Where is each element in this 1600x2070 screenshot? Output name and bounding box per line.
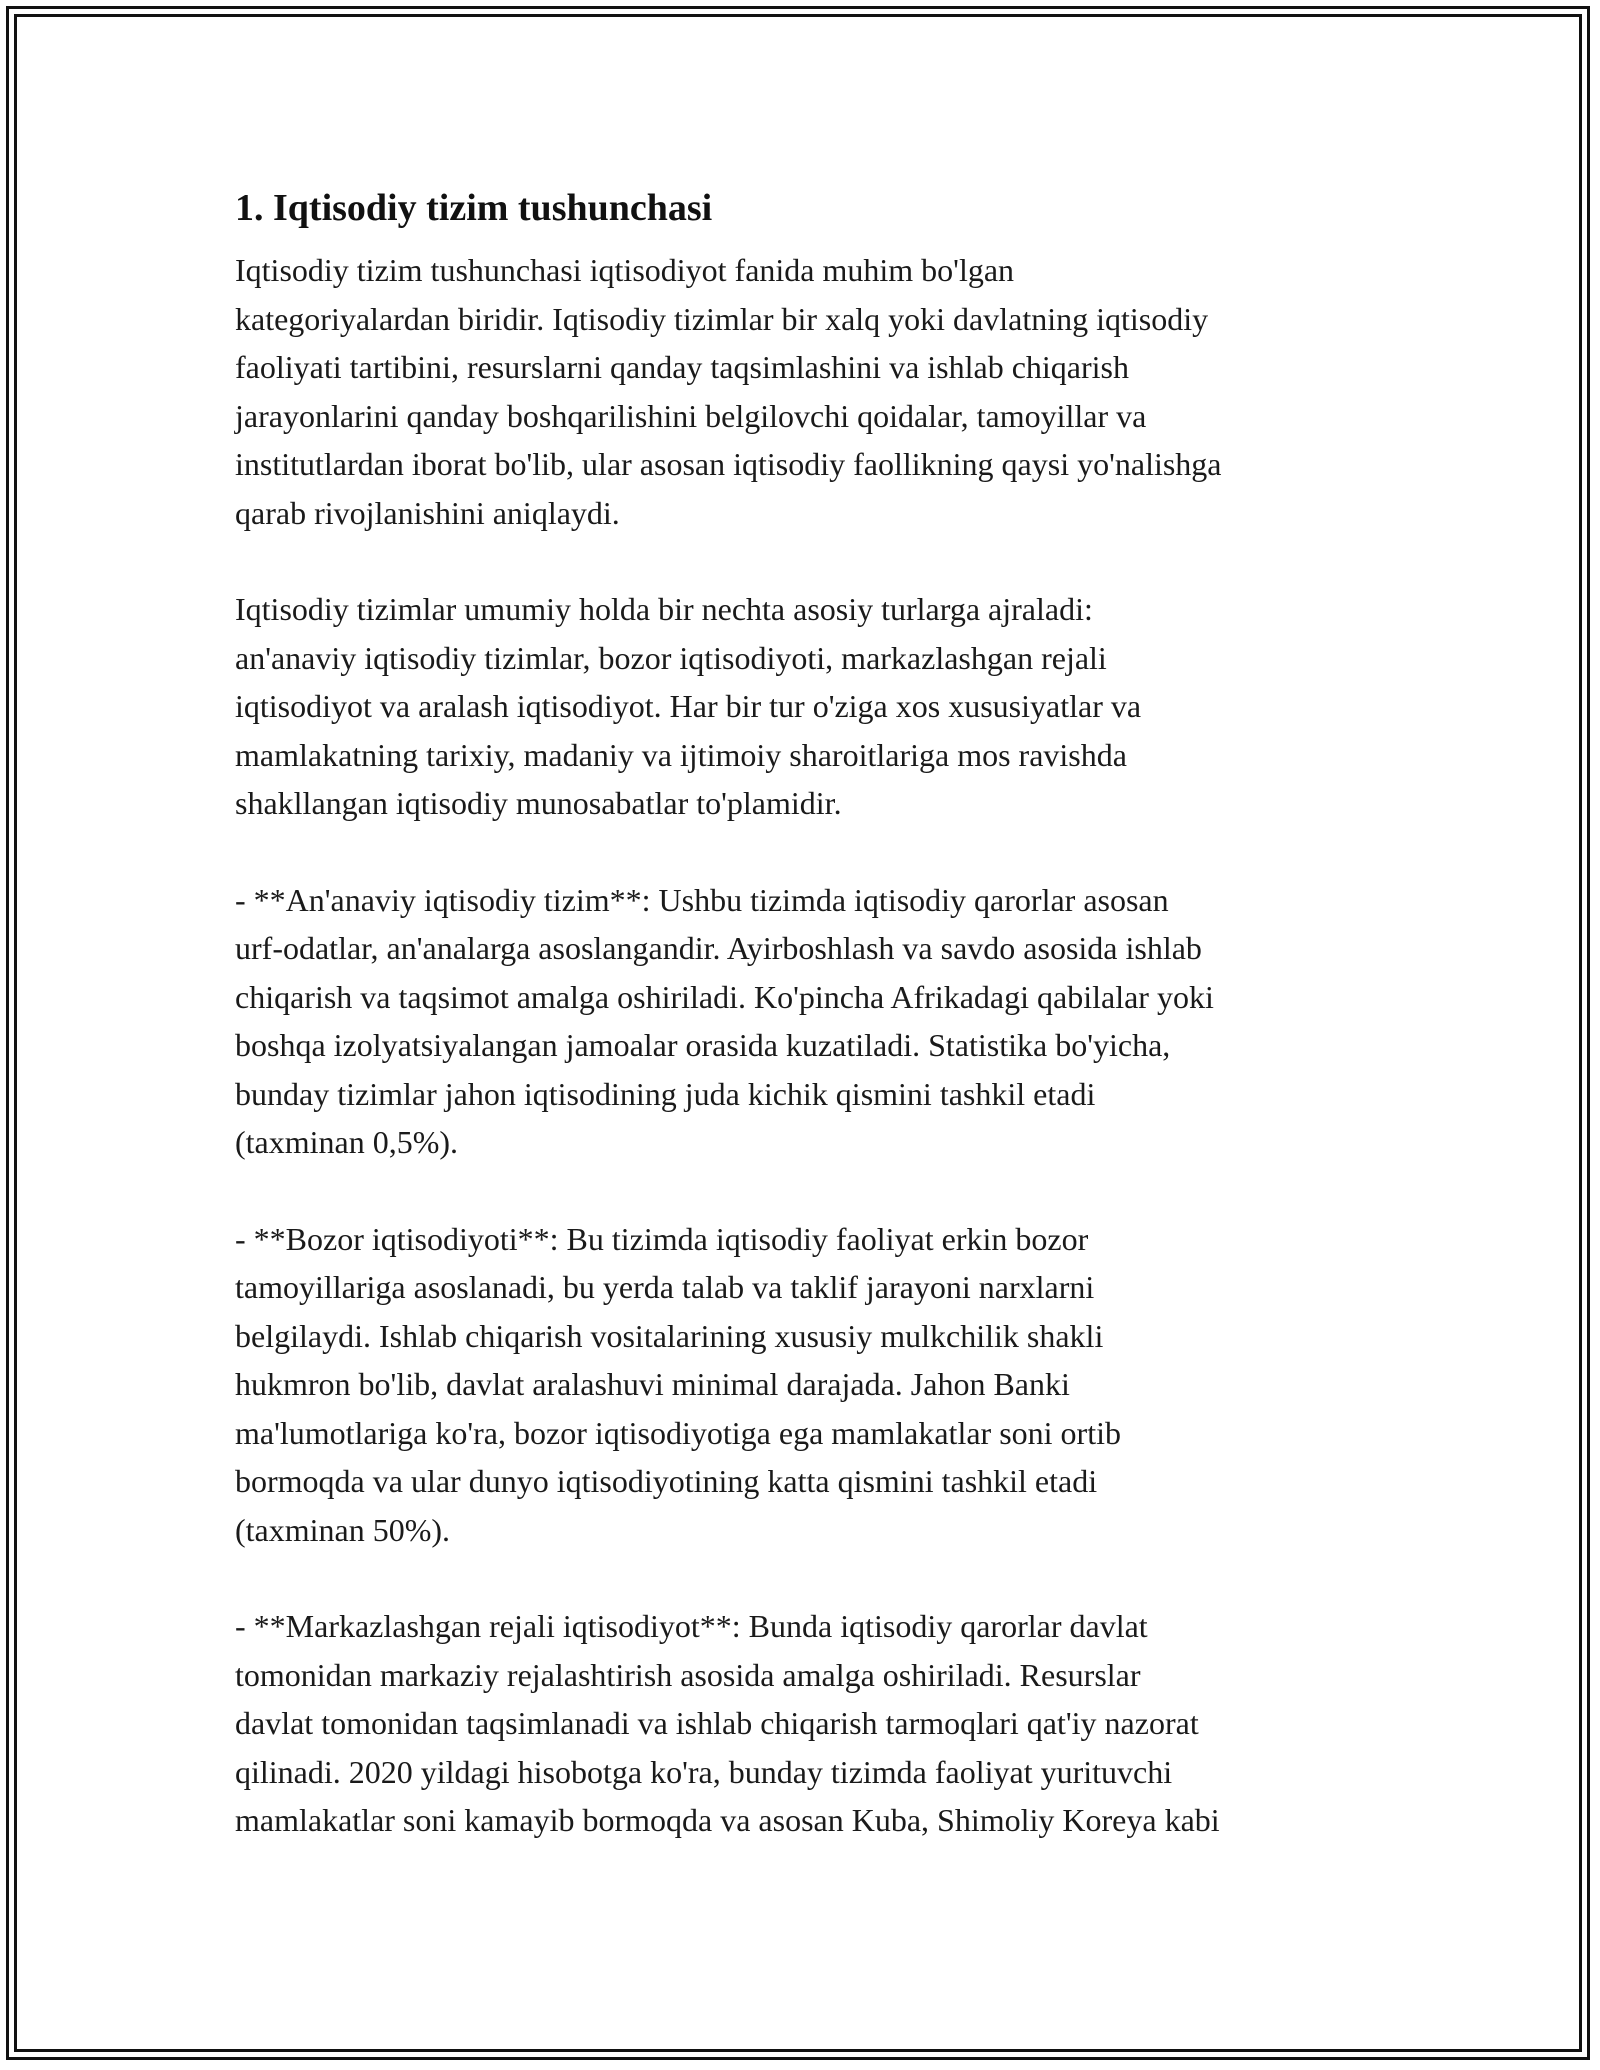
text-line: qilinadi. 2020 yildagi hisobotga ko'ra, bunday tizimda faoliyat yurituvchi: [235, 1753, 1173, 1790]
text-line: (taxminan 0,5%).: [235, 1124, 459, 1160]
paragraph-market-economy: [235, 1215, 1375, 1555]
text-line: - **Markazlashgan rejali iqtisodiyot**: Bunda iqtisodiy qarorlar davlat: [235, 1608, 1148, 1644]
text-line: bunday tizimlar jahon iqtisodining juda kichik qismini tashkil etadi: [235, 1075, 1096, 1112]
text-line: ma'lumotlariga ko'ra, bozor iqtisodiyotiga ega mamlakatlar soni ortib: [235, 1414, 1121, 1451]
text-line: jarayonlarini qanday boshqarilishini belgilovchi qoidalar, tamoyillar va: [235, 397, 1147, 434]
document-body: [235, 184, 1375, 1893]
text-line: - **Bozor iqtisodiyoti**: Bu tizimda iqtisodiy faoliyat erkin bozor: [235, 1220, 1089, 1257]
text-line: boshqa izolyatsiyalangan jamoalar orasida kuzatiladi. Statistika bo'yicha,: [235, 1027, 1171, 1063]
text-line: - **An'anaviy iqtisodiy tizim**: Ushbu tizimda iqtisodiy qarorlar asosan: [235, 881, 1169, 918]
paragraph-planned-economy: [235, 1602, 1375, 1845]
text-line: qarab rivojlanishini aniqlaydi.: [235, 494, 620, 531]
text-line: tamoyillariga asoslanadi, bu yerda talab va taklif jarayoni narxlarni: [235, 1269, 1095, 1305]
paragraph-types: [235, 585, 1375, 828]
text-line: hukmron bo'lib, davlat aralashuvi minimal darajada. Jahon Banki: [235, 1366, 1070, 1402]
text-line: iqtisodiyot va aralash iqtisodiyot. Har bir tur o'ziga xos xususiyatlar va: [235, 688, 1142, 724]
text-line: Iqtisodiy tizim tushunchasi iqtisodiyot fanida muhim bo'lgan: [235, 252, 1015, 288]
text-line: chiqarish va taqsimot amalga oshiriladi. Ko'pincha Afrikadagi qabilalar yoki: [235, 978, 1214, 1015]
text-line: belgilaydi. Ishlab chiqarish vositalarining xususiy mulkchilik shakli: [235, 1317, 1104, 1354]
text-line: mamlakatlar soni kamayib bormoqda va asosan Kuba, Shimoliy Koreya kabi: [235, 1802, 1220, 1838]
text-line: faoliyati tartibini, resurslarni qanday taqsimlashini va ishlab chiqarish: [235, 349, 1129, 385]
text-line: shakllangan iqtisodiy munosabatlar to'plamidir.: [235, 785, 842, 821]
text-line: mamlakatning tarixiy, madaniy va ijtimoiy sharoitlariga mos ravishda: [235, 736, 1127, 773]
text-line: davlat tomonidan taqsimlanadi va ishlab chiqarish tarmoqlari qat'iy nazorat: [235, 1705, 1199, 1741]
text-line: institutlardan iborat bo'lib, ular asosan iqtisodiy faollikning qaysi yo'nalishga: [235, 446, 1222, 482]
text-line: an'anaviy iqtisodiy tizimlar, bozor iqtisodiyoti, markazlashgan rejali: [235, 639, 1107, 676]
text-line: bormoqda va ular dunyo iqtisodiyotining katta qismini tashkil etadi: [235, 1463, 1098, 1499]
text-line: tomonidan markaziy rejalashtirish asosida amalga oshiriladi. Resurslar: [235, 1656, 1141, 1693]
paragraph-traditional-economy: [235, 876, 1375, 1167]
text-line: urf-odatlar, an'analarga asoslangandir. Ayirboshlash va savdo asosida ishlab: [235, 930, 1202, 966]
text-line: Iqtisodiy tizimlar umumiy holda bir nechta asosiy turlarga ajraladi:: [235, 591, 1093, 627]
section-heading: 1. Iqtisodiy tizim tushunchasi: [235, 187, 713, 229]
text-line: kategoriyalardan biridir. Iqtisodiy tizimlar bir xalq yoki davlatning iqtisodiy: [235, 300, 1209, 337]
paragraph-intro: [235, 246, 1375, 537]
text-line: (taxminan 50%).: [235, 1511, 451, 1548]
